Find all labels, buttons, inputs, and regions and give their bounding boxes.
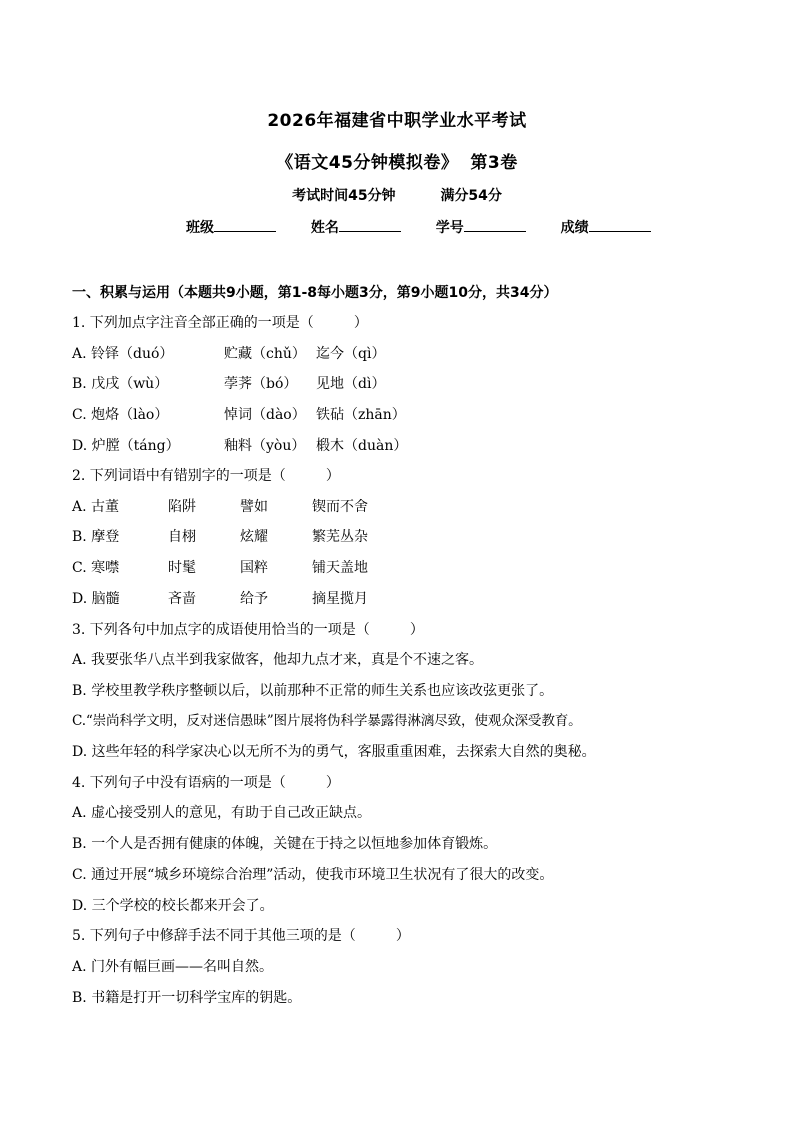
field-id[interactable] — [436, 217, 526, 237]
question-2-option-c[interactable] — [72, 559, 368, 577]
question-3-option-c[interactable]: C.“崇尚科学文明，反对迷信愚昧”图片展将伪科学暴露得淋漓尽致，使观众深受教育。 — [72, 713, 582, 729]
question-4-close: ） — [325, 775, 340, 791]
question-1-close: ） — [353, 315, 368, 331]
field-class-label: 班级 — [186, 220, 214, 236]
option-item: A. 古董 — [72, 499, 120, 515]
question-4-option-c[interactable]: C. 通过开展“城乡环境综合治理”活动，使我市环境卫生状况有了很大的改变。 — [72, 867, 554, 883]
option-item: 摘星揽月 — [312, 591, 368, 607]
option-item: 釉料（yòu） — [224, 438, 306, 454]
question-1-text: 1. 下列加点字注音全部正确的一项是（ — [72, 315, 314, 331]
question-2-option-b[interactable] — [72, 528, 368, 546]
question-5-option-b[interactable]: B. 书籍是打开一切科学宝库的钥匙。 — [72, 990, 302, 1006]
question-5-text: 5. 下列句子中修辞手法不同于其他三项的是（ — [72, 928, 356, 944]
field-id-blank[interactable] — [464, 217, 526, 232]
exam-time: 考试时间45分钟 — [292, 188, 396, 204]
student-info-fields — [186, 217, 681, 237]
question-1-option-c[interactable] — [72, 406, 406, 424]
option-item: D. 脑髓 — [72, 591, 120, 607]
option-item: 贮藏（chǔ） — [224, 346, 306, 362]
field-grade-blank[interactable] — [589, 217, 651, 232]
field-name[interactable] — [311, 217, 401, 237]
field-grade-label: 成绩 — [560, 220, 589, 236]
question-3-text: 3. 下列各句中加点字的成语使用恰当的一项是（ — [72, 622, 370, 638]
field-name-label: 姓名 — [310, 220, 339, 236]
question-4-option-b[interactable]: B. 一个人是否拥有健康的体魄，关键在于持之以恒地参加体育锻炼。 — [72, 836, 498, 852]
option-item: C. 寒噤 — [72, 560, 120, 576]
exam-title: 2026年福建省中职学业水平考试 — [267, 111, 527, 131]
question-2-stem — [72, 467, 340, 485]
question-1-option-a[interactable] — [72, 345, 385, 363]
option-item: A. 铃铎（duó） — [72, 346, 174, 362]
option-item: 铺天盖地 — [312, 560, 368, 576]
option-item: C. 炮烙（lào） — [72, 407, 169, 423]
section-heading: 一、积累与运用（本题共9小题，第1-8每小题3分，第9小题10分，共34分） — [72, 285, 558, 301]
question-5-stem — [72, 927, 410, 945]
option-item: 炫耀 — [240, 529, 268, 545]
subtitle-volume: 第3卷 — [470, 153, 518, 173]
question-1-option-b[interactable] — [72, 375, 385, 393]
option-item: 自栩 — [168, 529, 196, 545]
field-class[interactable] — [186, 217, 276, 237]
question-1-option-d[interactable] — [72, 437, 407, 455]
exam-score: 满分54分 — [440, 188, 502, 204]
question-3-option-b[interactable]: B. 学校里教学秩序整顿以后，以前那种不正常的师生关系也应该改弦更张了。 — [72, 683, 554, 699]
option-item: 时髦 — [168, 560, 196, 576]
question-2-text: 2. 下列词语中有错别字的一项是（ — [72, 468, 286, 484]
question-3-close: ） — [409, 622, 424, 638]
question-4-option-a[interactable]: A. 虚心接受别人的意见，有助于自己改正缺点。 — [72, 805, 372, 821]
option-item: B. 戊戌（wù） — [72, 376, 169, 392]
field-name-blank[interactable] — [339, 217, 401, 232]
option-item: D. 炉膛（táng） — [72, 438, 180, 454]
question-3-stem — [72, 621, 424, 639]
option-item: 譬如 — [240, 499, 268, 515]
option-item: 陷阱 — [168, 499, 196, 515]
question-5-close: ） — [395, 928, 410, 944]
subtitle-main: 《语文45分钟模拟卷》 — [276, 153, 459, 173]
option-item: 椴木（duàn） — [316, 438, 408, 454]
field-class-blank[interactable] — [214, 217, 276, 232]
question-4-stem — [72, 774, 340, 792]
field-id-label: 学号 — [435, 220, 464, 236]
field-grade[interactable] — [561, 217, 651, 237]
option-item: 见地（dì） — [316, 376, 386, 392]
option-item: 迄今（qì） — [316, 346, 386, 362]
exam-subtitle — [0, 148, 794, 173]
option-item: 国粹 — [240, 560, 268, 576]
option-item: 吝啬 — [168, 591, 196, 607]
option-item: 给予 — [240, 591, 268, 607]
question-3-option-a[interactable]: A. 我要张华八点半到我家做客，他却九点才来，真是个不速之客。 — [72, 652, 484, 668]
option-item: 铁砧（zhān） — [316, 407, 406, 423]
question-2-close: ） — [325, 468, 340, 484]
option-item: 悼词（dào） — [224, 407, 306, 423]
question-3-option-d[interactable]: D. 这些年轻的科学家决心以无所不为的勇气，客服重重困难，去探索大自然的奥秘。 — [72, 744, 596, 760]
option-item: 繁芜丛杂 — [312, 529, 368, 545]
question-2-option-a[interactable] — [72, 498, 368, 516]
question-5-option-a[interactable]: A. 门外有幅巨画——名叫自然。 — [72, 959, 274, 975]
exam-meta — [0, 185, 794, 205]
question-2-option-d[interactable] — [72, 590, 368, 608]
option-item: B. 摩登 — [72, 529, 120, 545]
question-4-text: 4. 下列句子中没有语病的一项是（ — [72, 775, 286, 791]
option-item: 荸荠（bó） — [224, 376, 298, 392]
question-4-option-d[interactable]: D. 三个学校的校长都来开会了。 — [72, 898, 274, 914]
option-item: 锲而不舍 — [312, 499, 368, 515]
question-1-stem — [72, 314, 368, 332]
